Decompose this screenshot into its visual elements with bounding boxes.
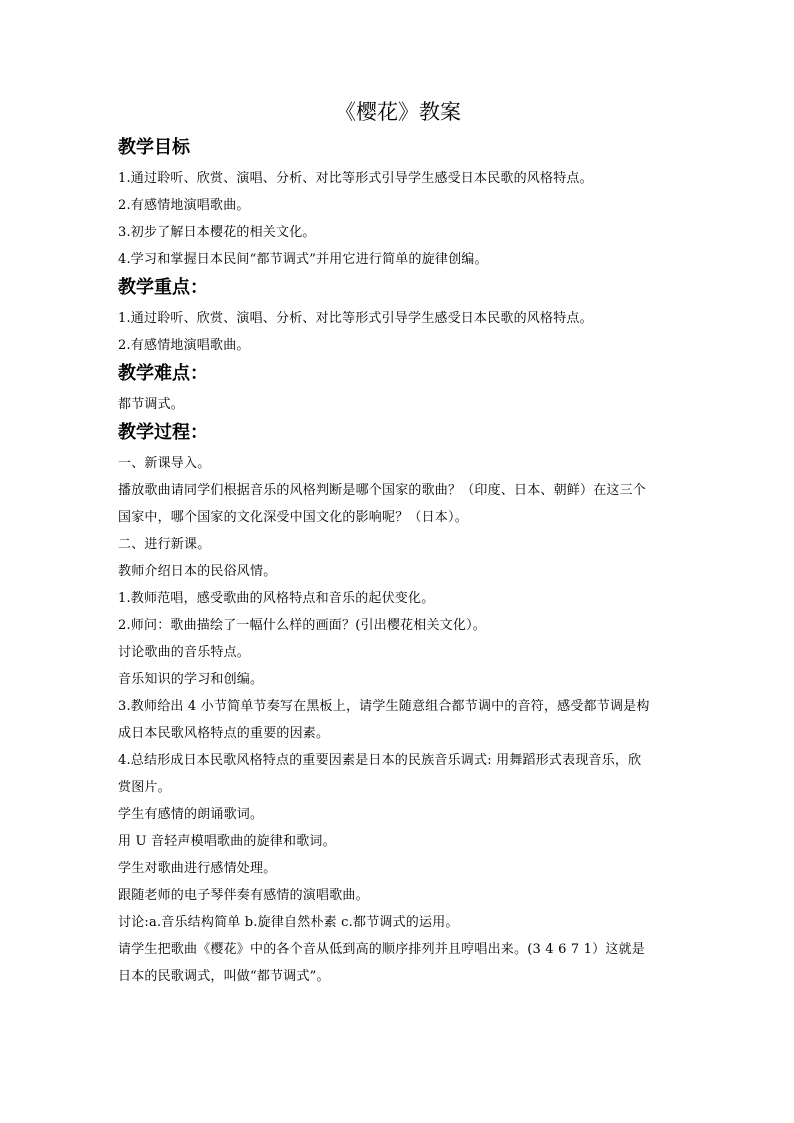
process-line: 学生对歌曲进行感情处理。 <box>118 861 277 876</box>
process-line: 教师介绍日本的民俗风情。 <box>118 564 277 579</box>
process-line: 请学生把歌曲《樱花》中的各个音从低到高的顺序排列并且哼唱出来。(3 4 6 7 1）这就是 <box>118 942 645 957</box>
process-line: 国家中，哪个国家的文化深受中国文化的影响呢？（日本）。 <box>118 510 468 525</box>
section-heading-difficulties: 教学难点： <box>118 363 208 384</box>
section-process <box>118 421 678 990</box>
section-key-points <box>118 276 678 359</box>
process-line: 讨论:a.音乐结构简单 b.旋律自然朴素 c.都节调式的运用。 <box>118 915 459 930</box>
process-line: 2.师问：歌曲描绘了一幅什么样的画面？(引出樱花相关文化）。 <box>118 618 486 633</box>
section-goals <box>118 136 678 273</box>
document-page <box>118 98 678 993</box>
section-heading-process: 教学过程： <box>118 422 208 443</box>
process-line: 学生有感情的朗诵歌词。 <box>118 807 264 822</box>
process-line: 成日本民歌风格特点的重要的因素。 <box>118 726 330 741</box>
goal-item: 2.有感情地演唱歌曲。 <box>118 198 250 213</box>
difficulty-item: 都节调式。 <box>118 397 185 412</box>
process-line: 播放歌曲请同学们根据音乐的风格判断是哪个国家的歌曲？（印度、日本、朝鲜）在这三个 <box>118 483 647 498</box>
goal-item: 1.通过聆听、欣赏、演唱、分析、对比等形式引导学生感受日本民歌的风格特点。 <box>118 171 593 186</box>
process-line: 音乐知识的学习和创编。 <box>118 672 264 687</box>
key-point-item: 1.通过聆听、欣赏、演唱、分析、对比等形式引导学生感受日本民歌的风格特点。 <box>118 311 593 326</box>
process-line: 跟随老师的电子琴伴奏有感情的演唱歌曲。 <box>118 888 369 903</box>
section-heading-key-points: 教学重点： <box>118 277 208 298</box>
process-line: 赏图片。 <box>118 780 171 795</box>
section-heading-goals: 教学目标 <box>118 137 190 158</box>
goal-item: 4.学习和掌握日本民间“都节调式”并用它进行简单的旋律创编。 <box>118 252 488 267</box>
process-line: 3.教师给出 4 小节简单节奏写在黑板上，请学生随意组合都节调中的音符，感受都节调是构 <box>118 699 650 714</box>
process-line: 4.总结形成日本民歌风格特点的重要因素是日本的民族音乐调式: 用舞蹈形式表现音乐，欣 <box>118 753 642 768</box>
section-difficulties <box>118 362 678 418</box>
process-line: 日本的民歌调式，叫做“都节调式”。 <box>118 969 330 984</box>
process-line: 讨论歌曲的音乐特点。 <box>118 645 251 660</box>
process-line: 用 U 音轻声模唱歌曲的旋律和歌词。 <box>118 834 336 849</box>
goal-item: 3.初步了解日本樱花的相关文化。 <box>118 225 316 240</box>
key-point-item: 2.有感情地演唱歌曲。 <box>118 338 250 353</box>
process-line: 一、新课导入。 <box>118 456 211 471</box>
document-title: 《樱花》教案 <box>335 100 461 124</box>
process-line: 二、进行新课。 <box>118 537 211 552</box>
process-line: 1.教师范唱，感受歌曲的风格特点和音乐的起伏变化。 <box>118 591 435 606</box>
